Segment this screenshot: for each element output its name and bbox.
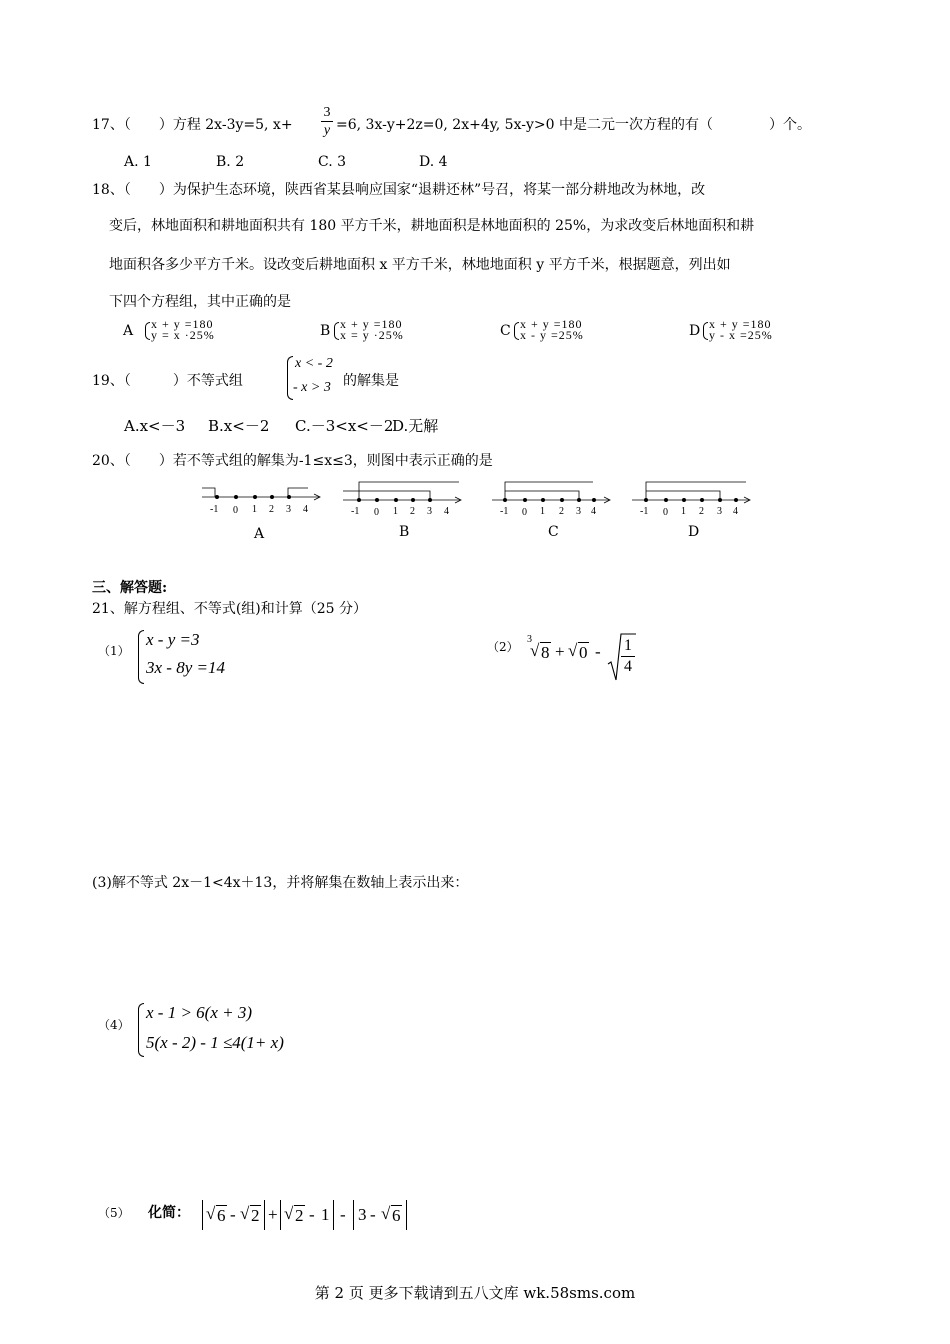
radical-sign: √	[530, 641, 540, 660]
section-3-title: 三、解答题:	[92, 580, 168, 596]
p2-cbrt-index: 3	[527, 634, 532, 645]
q19-eq2: - x > 3	[293, 380, 331, 395]
abs-bar	[406, 1200, 407, 1230]
q18-option-a-label: A	[123, 323, 134, 339]
q18-option-d-label: D	[689, 323, 701, 339]
q20-line	[92, 450, 493, 470]
q20-option-c-label: C	[548, 524, 559, 540]
page-footer: 第 2 页 更多下载请到五八文库 wk.58sms.com	[314, 1284, 636, 1302]
q18-line-3: 地面积各多少平方千米。设改变后耕地面积 x 平方千米，林地地面积 y 平方千米，根据题意，列出如	[109, 257, 731, 273]
tick-label: 2	[559, 506, 564, 517]
q17-number: 17、	[92, 117, 124, 133]
q18-text-1: 为保护生态环境，陕西省某县响应国家“退耕还林”号召，将某一部分耕地改为林地，改	[172, 182, 706, 198]
tick-label: -1	[640, 506, 649, 517]
p5-expression: √ 6 - √ 2 + √ 2 - 1 - 3 - √ 6	[200, 1198, 422, 1232]
q18-option-a-eq1: x + y =180	[151, 317, 214, 331]
tick-label: -1	[351, 506, 360, 517]
p2-expression	[527, 632, 642, 684]
p2-label: （2）	[487, 640, 519, 654]
p1-eq2: 3x - 8y =14	[146, 658, 225, 677]
q19-text-post: 的解集是	[343, 373, 399, 389]
q19-eq1: x < - 2	[295, 356, 333, 371]
tick-label: 4	[444, 506, 449, 517]
q19-number: 19、	[92, 373, 124, 389]
q18-option-a-brace	[145, 322, 150, 340]
p3-text: (3)解不等式 2x－1<4x＋13，并将解集在数轴上表示出来：	[92, 875, 469, 891]
q18-option-a-eq2: y = x ·25%	[151, 328, 215, 342]
abs-bar	[353, 1200, 354, 1230]
q19-text-pre: 不等式组	[186, 373, 243, 389]
tick-label: 3	[286, 504, 291, 515]
tick-label: 4	[733, 506, 738, 517]
q20-number: 20、	[92, 453, 124, 469]
q17-option-d: D. 4	[419, 154, 448, 170]
tick-label: 1	[681, 506, 686, 517]
tick-label: -1	[500, 506, 509, 517]
q19-option-c: C.－3<x<－2	[295, 417, 394, 435]
tick-label: 2	[410, 506, 415, 517]
q19-option-a: A.x<－3	[124, 417, 186, 435]
q20-numberline-d	[630, 476, 755, 518]
q19-line	[92, 370, 243, 390]
tick-label: 0	[663, 507, 668, 518]
abs-bar	[280, 1200, 281, 1230]
tick-label: 4	[591, 506, 596, 517]
tick-label: 0	[522, 507, 527, 518]
q20-numberline-c	[490, 476, 615, 518]
p4-label: （4）	[98, 1018, 130, 1032]
abs-bar	[333, 1200, 334, 1230]
p5-e: 3	[358, 1205, 367, 1224]
q18-line-4: 下四个方程组，其中正确的是	[109, 294, 291, 310]
q19-option-b: B.x<－2	[208, 417, 270, 435]
p5-label: （5）	[98, 1206, 130, 1220]
p2-frac-den: 4	[624, 658, 632, 675]
q18-option-c-eq1: x + y =180	[520, 317, 583, 331]
tick-label: 3	[576, 506, 581, 517]
q18-line-2: 变后，林地面积和耕地面积共有 180 平方千米，耕地面积是林地面积的 25%，为求改变后林地面积和耕	[109, 218, 755, 234]
p1-label: （1）	[98, 644, 130, 658]
p4-brace	[138, 1003, 144, 1057]
q20-text: 若不等式组的解集为-1≤x≤3，则图中表示正确的是	[172, 453, 493, 469]
p2-term1: 8	[541, 643, 550, 662]
q20-option-d-label: D	[688, 524, 700, 540]
tick-label: 3	[427, 506, 432, 517]
q17-fraction-numerator: 3	[323, 105, 331, 120]
p5-b: 2	[251, 1206, 260, 1225]
q18-option-c-eq2: x - y =25%	[520, 328, 584, 342]
q18-option-c-brace	[514, 322, 519, 340]
tick-label: 2	[269, 504, 274, 515]
tick-label: 0	[374, 507, 379, 518]
q19-option-d: D.无解	[392, 417, 439, 435]
q17-option-a: A. 1	[124, 154, 152, 170]
p5-title: 化简：	[148, 1205, 190, 1221]
p2-term2: 0	[579, 643, 588, 662]
q17-text-post: =6, 3x-y+2z=0, 2x+4y, 5x-y>0 中是二元一次方程的有（ ）个。	[336, 117, 811, 133]
q17-option-b: B. 2	[216, 154, 245, 170]
radical-sign: √	[381, 1204, 391, 1223]
q20-numberline-a	[200, 478, 325, 518]
p2-fraction	[621, 636, 635, 677]
q18-option-d-eq1: x + y =180	[709, 317, 772, 331]
radical-sign: √	[568, 641, 578, 660]
radical-sign: √	[284, 1204, 294, 1223]
tick-label: -1	[210, 504, 219, 515]
p2-frac-num: 1	[624, 637, 632, 654]
p2-minus: -	[595, 642, 601, 661]
abs-bar	[264, 1200, 265, 1230]
q18-option-d-eq2: y - x =25%	[709, 328, 773, 342]
q18-option-b-eq1: x + y =180	[340, 317, 403, 331]
tick-label: 2	[699, 506, 704, 517]
radical-sign: √	[206, 1204, 216, 1223]
p5-c: 2	[295, 1206, 304, 1225]
q19-answer-paren: （ ）	[123, 373, 187, 389]
q20-option-b-label: B	[399, 524, 410, 540]
p5-d: 1	[321, 1205, 330, 1224]
q18-answer-paren: （ ）	[123, 182, 173, 198]
q21-heading: 21、解方程组、不等式(组)和计算（25 分）	[92, 601, 368, 617]
tick-label: 1	[393, 506, 398, 517]
p4-eq1: x - 1 > 6(x + 3)	[146, 1003, 253, 1022]
p1-brace	[138, 630, 144, 684]
q18-option-b-label: B	[320, 323, 331, 339]
q18-option-b-brace	[334, 322, 339, 340]
q17-fraction	[320, 104, 334, 139]
q18-option-c-label: C	[500, 323, 511, 339]
radical-sign: √	[240, 1204, 250, 1223]
q20-answer-paren: （ ）	[123, 453, 173, 469]
q17-option-c: C. 3	[318, 154, 347, 170]
p5-a: 6	[217, 1206, 226, 1225]
tick-label: 3	[717, 506, 722, 517]
abs-bar	[202, 1200, 203, 1230]
q20-option-a-label: A	[254, 526, 265, 542]
q17-line	[92, 114, 293, 134]
p2-plus: +	[555, 642, 565, 661]
p5-f: 6	[392, 1206, 401, 1225]
p4-eq2: 5(x - 2) - 1 ≤4(1+ x)	[146, 1033, 284, 1052]
q17-fraction-denominator: y	[323, 123, 331, 138]
tick-label: 4	[303, 504, 308, 515]
q18-option-b-eq2: x = y ·25%	[340, 328, 404, 342]
q18-option-d-brace	[703, 322, 708, 340]
tick-label: 1	[540, 506, 545, 517]
q17-text-pre: 方程 2x-3y=5, x+	[172, 117, 293, 133]
tick-label: 1	[252, 504, 257, 515]
q18-number: 18、	[92, 182, 124, 198]
q18-line-1	[92, 179, 705, 199]
p1-eq1: x - y =3	[146, 630, 200, 649]
q20-numberline-b	[341, 476, 466, 518]
tick-label: 0	[233, 505, 238, 516]
q17-answer-paren: （ ）	[123, 117, 173, 133]
